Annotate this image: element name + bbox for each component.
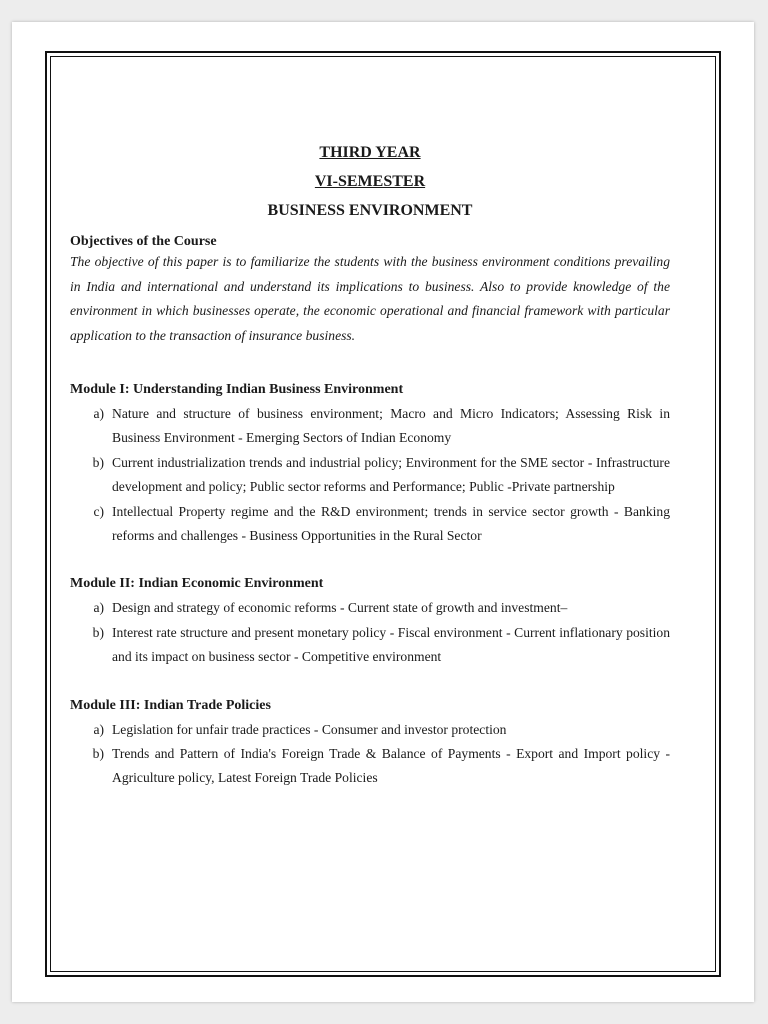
item-text: Trends and Pattern of India's Foreign Trade & Balance of Payments - Export and Import policy - Agriculture policy, Latest Foreign Trade Policies <box>112 746 670 786</box>
item-text: Intellectual Property regime and the R&D environment; trends in service sector growth - Banking reforms and challenges - Business Opportunities in the Rural Sector <box>112 503 670 544</box>
list-item <box>70 402 670 451</box>
document-page <box>12 22 754 1002</box>
module-item-list <box>70 718 670 791</box>
module-item-list <box>70 596 670 669</box>
module-item-list <box>70 402 670 548</box>
list-item <box>70 500 670 549</box>
module-2 <box>70 572 670 669</box>
list-item <box>70 621 670 670</box>
module-heading: Module II: Indian Economic Environment <box>70 576 324 592</box>
title-semester: VI-SEMESTER <box>314 173 426 190</box>
item-text: Nature and structure of business environment; Macro and Micro Indicators; Assessing Risk in Business Environment - Emerging Sectors of Indian Economy <box>112 406 670 446</box>
item-marker: a) <box>93 406 104 421</box>
page-content <box>70 138 670 791</box>
module-1 <box>70 378 670 548</box>
objectives-heading: Objectives of the Course <box>70 234 217 249</box>
item-marker: a) <box>93 600 104 616</box>
list-item <box>70 742 670 791</box>
item-marker: b) <box>92 746 104 762</box>
item-marker: c) <box>93 503 104 519</box>
item-text: Interest rate structure and present monetary policy - Fiscal environment - Current inflationary position and its impact on business sector - Competitive environment <box>112 624 670 665</box>
list-item <box>70 718 670 742</box>
item-marker: b) <box>92 454 104 470</box>
module-heading: Module III: Indian Trade Policies <box>70 697 271 713</box>
item-text: Legislation for unfair trade practices - Consumer and investor protection <box>112 721 507 737</box>
module-3 <box>70 694 670 791</box>
item-marker: b) <box>92 624 104 640</box>
list-item <box>70 451 670 500</box>
item-marker: a) <box>93 721 104 737</box>
title-course: BUSINESS ENVIRONMENT <box>267 202 473 219</box>
item-text: Design and strategy of economic reforms - Current state of growth and investment– <box>112 600 568 616</box>
item-text: Current industrialization trends and industrial policy; Environment for the SME sector - Infrastructure development and policy; Public sector reforms and Performance; Public -Private partnership <box>112 454 670 495</box>
module-heading: Module I: Understanding Indian Business Environment <box>70 382 404 397</box>
title-year: THIRD YEAR <box>319 144 421 161</box>
list-item <box>70 596 670 620</box>
objectives-text: The objective of this paper is to familiarize the students with the business environment conditions prevailing in India and international and understand its implications to business. Also to provide knowledge of the environment in which businesses operate, the economic operational and financial framework with particular application to the transaction of insurance business. <box>70 254 670 343</box>
